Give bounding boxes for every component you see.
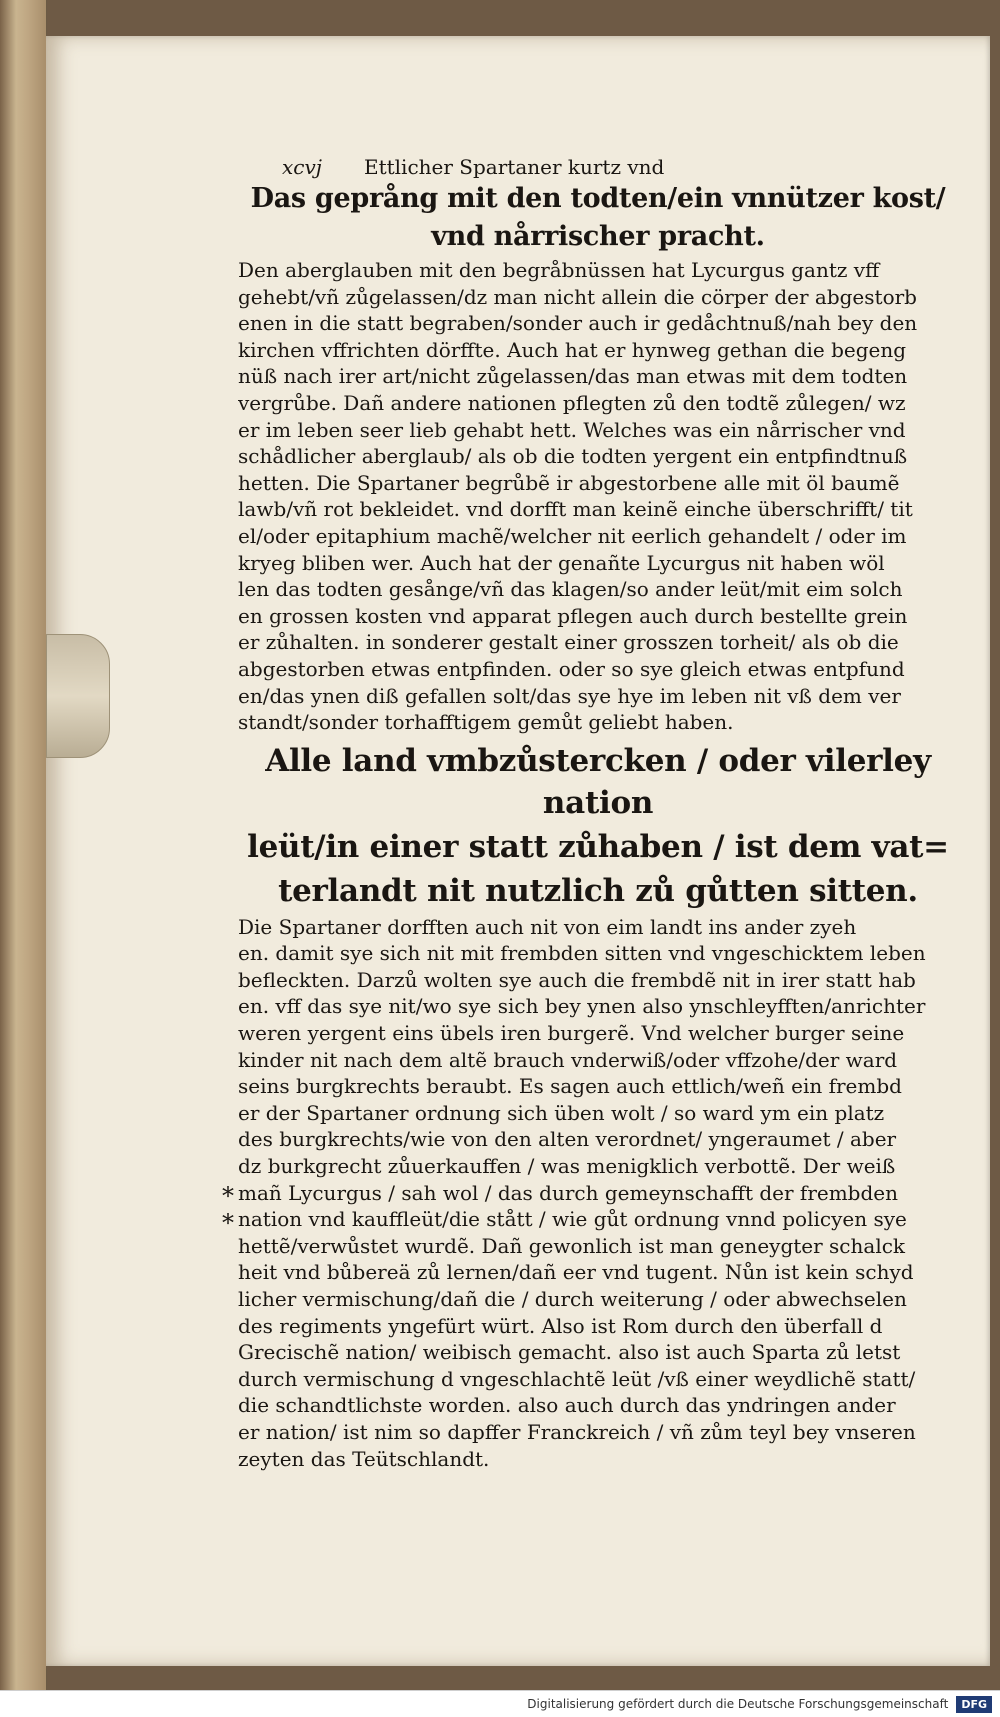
text-line: vergrůbe. Dañ andere nationen pflegten zů den todtẽ zůlegen/ wz (238, 390, 906, 415)
text-line: en grossen kosten vnd apparat pflegen auch durch bestellte grein (238, 603, 908, 628)
text-line: hettẽ/verwůstet wurdẽ. Dañ gewonlich ist man geneygter schalck (238, 1233, 906, 1258)
section2-body (238, 914, 958, 1472)
section1-heading (238, 181, 958, 255)
text-line: standt/sonder torhafftigem gemůt geliebt haben. (238, 710, 734, 735)
clasp-strap (46, 634, 110, 758)
text-line: el/oder epitaphium machẽ/welcher nit eerlich gehandelt / oder im (238, 523, 907, 548)
margin-asterisk: * (222, 1182, 234, 1210)
text-line: enen in die statt begraben/sonder auch ir gedåchtnuß/nah bey den (238, 311, 918, 336)
text-line: er nation/ ist nim so dapffer Franckreich / vñ zům teyl bey vnseren (238, 1419, 916, 1444)
text-line: kirchen vffrichten dörffte. Auch hat er hynweg gethan die begeng (238, 337, 907, 362)
text-line: des burgkrechts/wie von den alten verordnet/ yngeraumet / aber (238, 1127, 897, 1152)
folio-number: xcvj (282, 155, 322, 179)
text-line: mañ Lycurgus / sah wol / das durch gemeynschafft der frembden (238, 1180, 898, 1205)
footer-credit: Digitalisierung gefördert durch die Deutsche Forschungsgemeinschaft (527, 1697, 949, 1711)
text-line: schådlicher aberglaub/ als ob die todten yergent ein entpfindtnuß (238, 444, 908, 469)
text-line: durch vermischung d vngeschlachtẽ leüt /vß einer weydlichẽ statt/ (238, 1366, 916, 1391)
page-text (238, 145, 958, 1472)
text-line: en. vff das sye nit/wo sye sich bey ynen also ynschleyfften/anrichter (238, 994, 926, 1019)
text-line: dz burkgrecht zůuerkauffen / was menigklich verbottẽ. Der weiß (238, 1154, 896, 1179)
text-line: hetten. Die Spartaner begrůbẽ ir abgestorbene alle mit öl baumẽ (238, 470, 900, 495)
text-line: Den aberglauben mit den begråbnüssen hat Lycurgus gantz vff (238, 258, 880, 282)
text-line: lawb/vñ rot bekleidet. vnd dorfft man keinẽ einche überschrifft/ tit (238, 497, 913, 522)
heading-line: vnd nårrischer pracht. (431, 221, 765, 252)
text-line: kryeg bliben wer. Auch hat der genañte Lycurgus nit haben wöl (238, 550, 885, 575)
text-line: nüß nach irer art/nicht zůgelassen/das man etwas mit dem todten (238, 364, 908, 389)
text-line: des regiments yngefürt würt. Also ist Rom durch den überfall d (238, 1313, 883, 1338)
text-line: die schandtlichste worden. also auch durch das yndringen ander (238, 1393, 896, 1418)
text-line: abgestorben etwas entpfinden. oder so sye gleich etwas entpfund (238, 656, 905, 681)
running-head (238, 145, 958, 179)
text-line: befleckten. Darzů wolten sye auch die frembdẽ nit in irer statt hab (238, 967, 916, 992)
text-line: seins burgkrechts beraubt. Es sagen auch ettlich/weñ ein frembd (238, 1074, 902, 1099)
margin-asterisk: * (222, 1209, 234, 1237)
text-line: en. damit sye sich nit mit frembden sitten vnd vngeschicktem leben (238, 941, 926, 966)
text-line: gehebt/vñ zůgelassen/dz man nicht allein die cörper der abgestorb (238, 284, 917, 309)
text-line: en/das ynen diß gefallen solt/das sye hye im leben nit vß dem ver (238, 683, 901, 708)
text-line: weren yergent eins übels iren burgerẽ. Vnd welcher burger seine (238, 1021, 905, 1046)
text-line: Grecischẽ nation/ weibisch gemacht. also ist auch Sparta zů letst (238, 1340, 901, 1365)
text-line: er der Spartaner ordnung sich üben wolt / so ward ym ein platz (238, 1100, 885, 1125)
text-line: er zůhalten. in sonderer gestalt einer grosszen torheit/ als ob die (238, 630, 899, 655)
text-line: Die Spartaner dorfften auch nit von eim landt ins ander zyeh (238, 914, 857, 939)
section1-body (238, 257, 958, 736)
heading-line: terlandt nit nutzlich zů gůtten sitten. (278, 872, 918, 909)
text-line: nation vnd kauffleüt/die stått / wie gůt ordnung vnnd policyen sye (238, 1207, 907, 1232)
heading-line: Alle land vmbzůstercken / oder vilerley nation (265, 742, 931, 821)
dfg-logo: DFG (956, 1696, 992, 1713)
text-line: heit vnd bůbereä zů lernen/dañ eer vnd tugent. Nůn ist kein schyd (238, 1260, 914, 1285)
text-line: zeyten das Teütschlandt. (238, 1446, 490, 1471)
running-title: Ettlicher Spartaner kurtz vnd (363, 155, 665, 179)
book-page-edges (0, 0, 47, 1690)
heading-line: Das geprång mit den todten/ein vnnützer kost/ (250, 183, 946, 214)
text-line: er im leben seer lieb gehabt hett. Welches was ein nårrischer vnd (238, 417, 906, 442)
section2-heading (238, 740, 958, 912)
text-line: len das todten gesånge/vñ das klagen/so ander leüt/mit eim solch (238, 577, 903, 602)
heading-line: leüt/in einer statt zůhaben / ist dem vat= (247, 828, 949, 865)
footer-bar (0, 1690, 1000, 1717)
text-line: licher vermischung/dañ die / durch weiterung / oder abwechselen (238, 1287, 907, 1311)
text-line: kinder nit nach dem altẽ brauch vnderwiß/oder vffzohe/der ward (238, 1047, 898, 1072)
